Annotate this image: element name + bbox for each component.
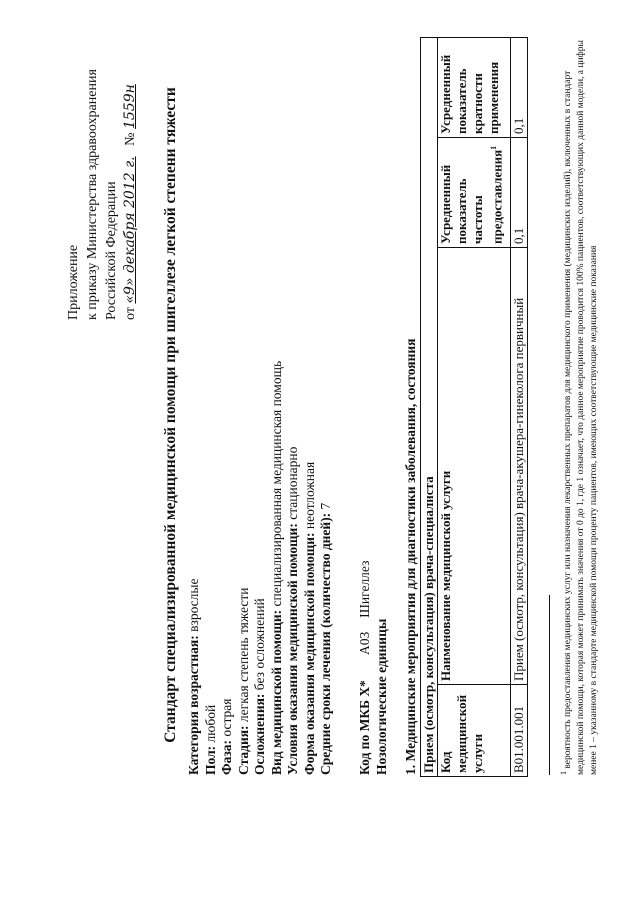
- number-prefix: №: [123, 132, 138, 146]
- param-row: Вид медицинской помощи: специализированная медицинская помощь: [268, 360, 284, 775]
- header-code: Код медицинской услуги: [438, 685, 511, 777]
- table-header-row: [438, 38, 511, 777]
- param-row: Форма оказания медицинской помощи: неотложная: [301, 461, 317, 775]
- table-group-row: [421, 38, 438, 777]
- param-row: Средние сроки лечения (количество дней): 7: [318, 502, 333, 775]
- param-row: Осложнения: без осложнений: [252, 598, 267, 775]
- appendix-line: Российской Федерации: [104, 181, 119, 320]
- cell-multiplicity: 0,1: [511, 38, 528, 138]
- group-title: Прием (осмотр, консультация) врача-специалиста: [421, 38, 438, 777]
- header-frequency: Усредненный показатель частоты предоставления$^1$: [438, 137, 511, 247]
- param-row: Пол: любой: [202, 704, 218, 775]
- handwritten-number: 1559н: [122, 84, 138, 130]
- services-table: [420, 37, 528, 777]
- header-name: Наименование медицинской услуги: [438, 247, 511, 684]
- param-row: Фаза: острая: [219, 698, 234, 775]
- cell-name: Прием (осмотр, консультация) врача-акушера-гинеколога первичный: [511, 247, 528, 684]
- cell-frequency: 0,1: [511, 137, 528, 247]
- param-row: Условия оказания медицинской помощи: стационарно: [285, 446, 300, 775]
- appendix-line: к приказу Министерства здравоохранения: [85, 69, 100, 320]
- section-heading: 1. Медицинские мероприятия для диагностики заболевания, состояния: [403, 338, 418, 775]
- table-row: [511, 38, 528, 777]
- nosology-label: Нозологические единицы: [374, 618, 389, 775]
- mkb-code-name: Шигеллез: [357, 560, 372, 618]
- header-multiplicity: Усредненный показатель кратности применения: [438, 38, 511, 138]
- appendix-line: Приложение: [66, 244, 81, 320]
- appendix-block: [64, 69, 140, 320]
- footnote: [557, 30, 601, 775]
- handwritten-date: «9» декабря 2012 г.: [122, 156, 138, 304]
- mkb-block: [356, 560, 390, 775]
- mkb-label: Код по МКБ X*: [357, 680, 372, 775]
- standard-parameters: [186, 361, 335, 775]
- mkb-code-line: [356, 561, 373, 655]
- appendix-date-line: [121, 69, 140, 320]
- param-row: Стадия: легкая степень тяжести: [235, 587, 251, 775]
- mkb-code: A03: [357, 631, 372, 655]
- footnote-text: вероятность предоставления медицинских услуг или назначения лекарственных препаратов для медицинского применения (медицинских изделий), включенных в стандарт медицинской помощи, которая может принимать значения от 0 до 1, где 1 означает, что данное мероприятие проводится 100% пациентов, соответствующих данной модели, а цифры менее 1 – указанному в стандарте медицинской помощи проценту пациентов, имеющих соответствующие медицинские показания: [563, 40, 600, 775]
- footnote-mark: 1: [559, 771, 568, 775]
- date-prefix: от: [123, 307, 138, 320]
- param-row: Категория возрастная: взрослые: [186, 578, 201, 775]
- document-title: Стандарт специализированной медицинской помощи при шигеллезе легкой степени тяжести: [162, 87, 179, 743]
- cell-code: B01.001.001: [511, 685, 528, 777]
- footnote-divider: [549, 595, 550, 775]
